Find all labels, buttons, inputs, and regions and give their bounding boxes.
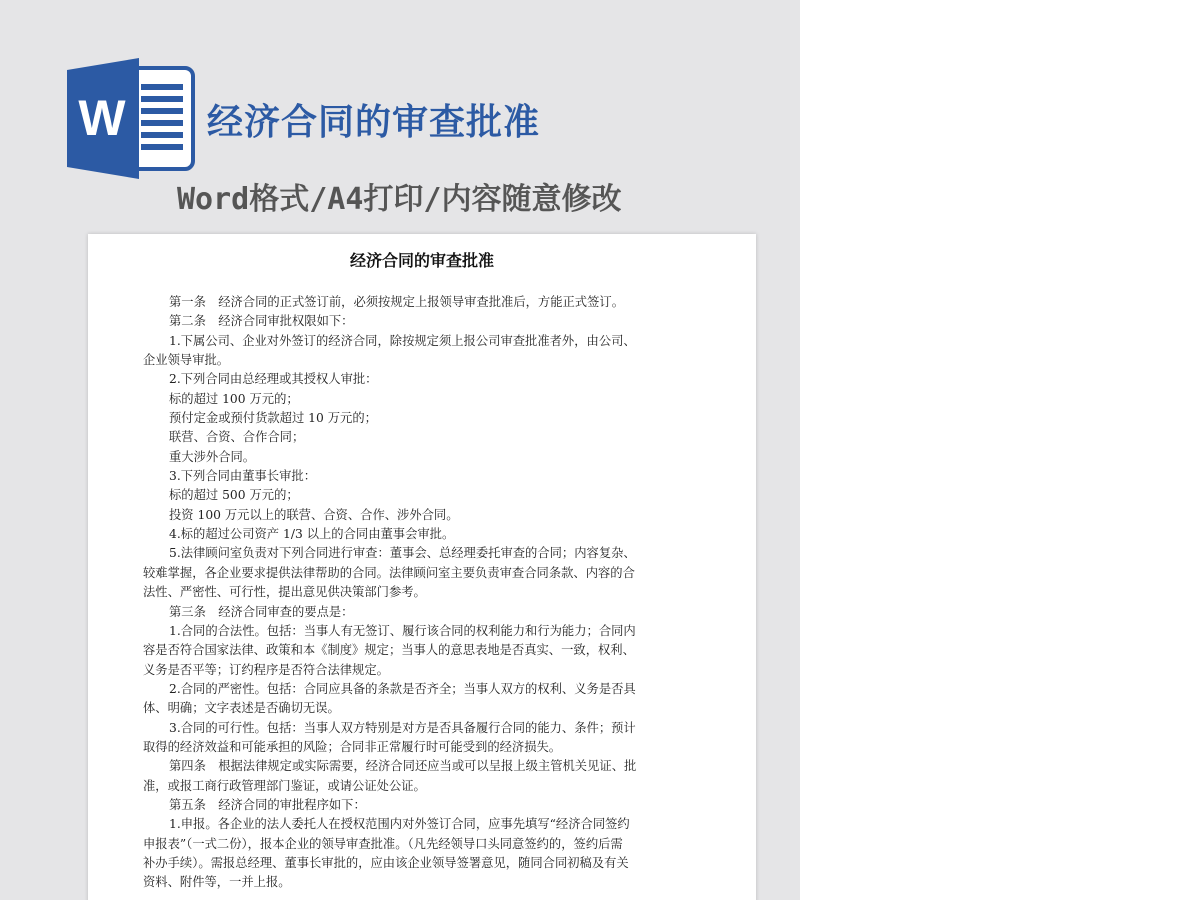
document-line: 第二条 经济合同审批权限如下： [169,314,354,329]
document-line: 法性、严密性、可行性，提出意见供决策部门参考。 [143,585,426,600]
word-logo-letter: W [78,90,126,146]
document-line: 第四条 根据法律规定或实际需要，经济合同还应当或可以呈报上级主管机关见证、批 [169,759,637,774]
document-line: 2.下列合同由总经理或其授权人审批： [169,372,378,387]
document-line: 补办手续）。需报总经理、董事长审批的，应由该企业领导签署意见，随同合同初稿及有关 [143,855,629,870]
document-line: 准，或报工商行政管理部门鉴证，或请公证处公证。 [143,778,426,793]
document-line: 重大涉外合同。 [169,449,256,464]
document-line: 2.合同的严密性。包括：合同应具备的条款是否齐全；当事人双方的权利、义务是否具 [169,681,636,696]
document-line: 资料、附件等，一并上报。 [143,875,291,890]
document-line: 申报表”（一式二份），报本企业的领导审查批准。（凡先经领导口头同意签约的，签约后需 [143,836,623,851]
document-line: 1.合同的合法性。包括：当事人有无签订、履行该合同的权利能力和行为能力；合同内 [169,623,636,638]
word-icon [67,58,195,179]
document-line: 第三条 经济合同审查的要点是： [169,604,354,619]
document-line: 体、明确；文字表述是否确切无误。 [143,701,340,716]
banner-title: 经济合同的审查批准 [207,102,541,143]
document-line: 容是否符合国家法律、政策和本《制度》规定；当事人的意思表地是否真实、一致，权利、 [143,643,635,658]
document-line: 投资 100 万元以上的联营、合资、合作、涉外合同。 [169,507,459,522]
document-line: 3.下列合同由董事长审批： [169,469,316,484]
document-line: 标的超过 100 万元的； [169,391,299,406]
document-line: 4.标的超过公司资产 1/3 以上的合同由董事会审批。 [169,527,455,542]
document-line: 较难掌握，各企业要求提供法律帮助的合同。法律顾问室主要负责审查合同条款、内容的合 [143,565,635,580]
document-line: 5.法律顾问室负责对下列合同进行审查：董事会、总经理委托审查的合同；内容复杂、 [169,546,636,561]
document-line: 第一条 经济合同的正式签订前，必须按规定上报领导审查批准后，方能正式签订。 [169,295,624,309]
document-line: 1.下属公司、企业对外签订的经济合同，除按规定须上报公司审查批准者外，由公司、 [169,333,636,348]
document-line: 义务是否平等；订约程序是否符合法律规定。 [143,662,389,677]
document-title: 经济合同的审查批准 [349,251,494,270]
document-line: 联营、合资、合作合同； [169,430,305,445]
document-line: 企业领导审批。 [143,353,230,368]
banner-subtitle: Word格式/A4打印/内容随意修改 [177,182,622,217]
document-line: 预付定金或预付货款超过 10 万元的； [169,411,377,426]
document-line: 1.申报。各企业的法人委托人在授权范围内对外签订合同，应事先填写“经济合同签约 [169,817,630,832]
document-line: 3.合同的可行性。包括：当事人双方特别是对方是否具备履行合同的能力、条件；预计 [169,720,636,735]
document-page [88,234,756,900]
document-line: 取得的经济效益和可能承担的风险；合同非正常履行时可能受到的经济损失。 [143,739,562,754]
document-body [143,293,659,893]
document-line: 标的超过 500 万元的； [169,488,299,503]
document-line: 第五条 经济合同的审批程序如下： [169,797,366,812]
